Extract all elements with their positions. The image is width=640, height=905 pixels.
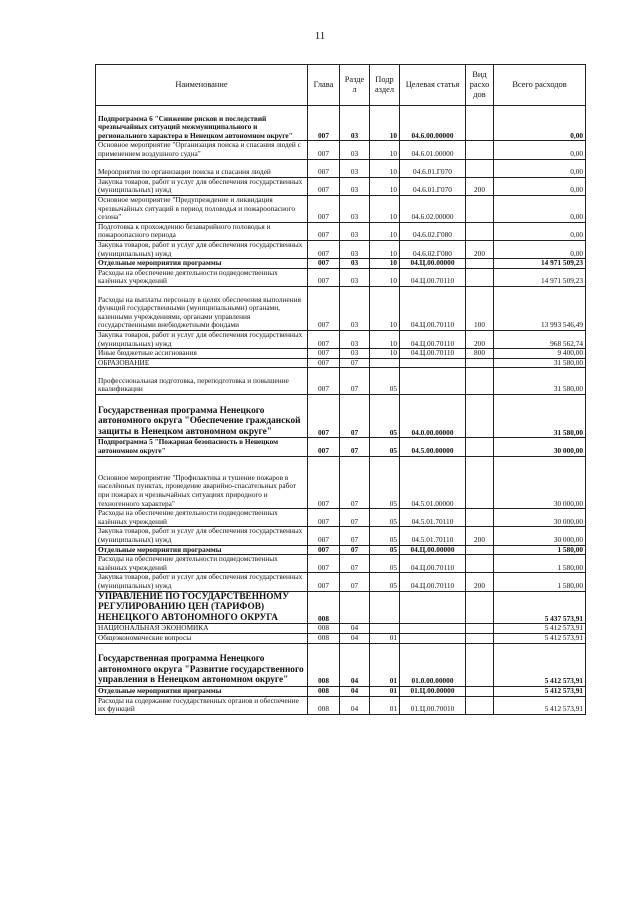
cell-name: Отдельные мероприятия программы [96,545,308,555]
cell-podrazdel: 10 [370,240,400,258]
table-row [96,159,586,177]
table-row [96,456,586,509]
cell-vid [466,624,494,634]
cell-vid [466,438,494,456]
cell-podrazdel: 05 [370,395,400,438]
cell-vid [466,195,494,222]
cell-razdel: 03 [340,268,370,286]
cell-total: 30 000,00 [494,438,586,456]
cell-vid [466,395,494,438]
cell-statya: 04.5.01.70110 [400,509,466,527]
cell-glava: 007 [308,159,340,177]
table-row [96,395,586,438]
cell-razdel: 07 [340,395,370,438]
cell-vid [466,456,494,509]
cell-name: Основное мероприятие "Организация поиска и спасания людей с применением воздушного судна" [96,141,308,159]
cell-total: 14 971 509,23 [494,259,586,269]
cell-podrazdel: 01 [370,643,400,686]
cell-vid [466,259,494,269]
cell-razdel: 04 [340,696,370,714]
cell-vid: 200 [466,573,494,591]
cell-razdel: 03 [340,159,370,177]
cell-razdel: 07 [340,545,370,555]
cell-glava: 008 [308,696,340,714]
cell-name: Отдельные мероприятия программы [96,259,308,269]
cell-name: Закупка товаров, работ и услуг для обеспечения государственных (муниципальных) нужд [96,177,308,195]
cell-razdel: 04 [340,633,370,643]
cell-glava: 007 [308,222,340,240]
cell-total: 0,00 [494,195,586,222]
cell-podrazdel [370,591,400,624]
cell-statya: 04.6.02.Г080 [400,240,466,258]
cell-statya: 01.Ц.00.70010 [400,696,466,714]
cell-glava: 007 [308,195,340,222]
cell-name: Расходы на обеспечение деятельности подведомственных казённых учреждений [96,268,308,286]
cell-glava: 008 [308,591,340,624]
cell-glava: 007 [308,259,340,269]
cell-razdel: 07 [340,456,370,509]
page-number: 11 [314,30,326,42]
table-row [96,259,586,269]
cell-vid: 200 [466,330,494,348]
cell-statya: 04.Ц.00.70110 [400,330,466,348]
cell-vid [466,368,494,395]
cell-podrazdel: 05 [370,573,400,591]
table-row [96,240,586,258]
cell-podrazdel: 10 [370,349,400,359]
cell-total: 0,00 [494,177,586,195]
cell-podrazdel: 10 [370,259,400,269]
cell-podrazdel: 05 [370,555,400,573]
table-row [96,545,586,555]
table-row [96,195,586,222]
col-header-glava: Глава [308,65,340,106]
cell-total: 1 580,00 [494,573,586,591]
cell-statya: 04.Ц.00.70110 [400,268,466,286]
cell-total: 31 580,00 [494,368,586,395]
cell-razdel: 03 [340,259,370,269]
cell-statya: 01.0.00.00000 [400,643,466,686]
cell-glava: 007 [308,509,340,527]
cell-total: 0,00 [494,222,586,240]
cell-podrazdel: 10 [370,159,400,177]
cell-name: Расходы на обеспечение деятельности подведомственных казённых учреждений [96,555,308,573]
cell-razdel: 03 [340,240,370,258]
table-row [96,106,586,141]
cell-name: Общеэкономические вопросы [96,633,308,643]
cell-vid [466,686,494,696]
cell-vid [466,141,494,159]
cell-statya: 04.6.01.00000 [400,141,466,159]
cell-total: 1 580,00 [494,555,586,573]
header-row [96,65,586,106]
table-row [96,358,586,368]
cell-razdel: 03 [340,330,370,348]
cell-vid [466,358,494,368]
cell-total: 5 437 573,91 [494,591,586,624]
cell-razdel: 04 [340,643,370,686]
cell-podrazdel: 10 [370,177,400,195]
cell-razdel [340,591,370,624]
cell-name: Подпрограмма 5 "Пожарная безопасность в Ненецком автономном округе" [96,438,308,456]
cell-statya: 04.5.00.00000 [400,438,466,456]
cell-razdel: 07 [340,358,370,368]
table-row [96,633,586,643]
cell-vid [466,545,494,555]
cell-vid: 200 [466,527,494,545]
cell-vid: 800 [466,349,494,359]
cell-razdel: 04 [340,624,370,634]
table-row [96,222,586,240]
table-row [96,368,586,395]
cell-total: 30 000,00 [494,509,586,527]
table-row [96,438,586,456]
cell-glava: 007 [308,545,340,555]
cell-podrazdel: 05 [370,545,400,555]
cell-podrazdel: 01 [370,686,400,696]
cell-glava: 007 [308,573,340,591]
cell-statya: 04.Ц.00.70110 [400,286,466,330]
table-row [96,643,586,686]
cell-glava: 007 [308,330,340,348]
cell-statya: 04.6.02.00000 [400,195,466,222]
cell-total: 5 412 573,91 [494,643,586,686]
budget-table [95,64,586,715]
cell-name: Отдельные мероприятия программы [96,686,308,696]
cell-total: 5 412 573,91 [494,686,586,696]
col-header-vid: Вид расхо дов [466,65,494,106]
cell-total: 9 400,00 [494,349,586,359]
cell-statya [400,368,466,395]
cell-glava: 007 [308,349,340,359]
cell-razdel: 03 [340,141,370,159]
cell-podrazdel [370,624,400,634]
cell-statya: 04.6.00.00000 [400,106,466,141]
cell-vid: 200 [466,177,494,195]
cell-podrazdel: 05 [370,368,400,395]
cell-name: Расходы на обеспечение деятельности подведомственных казённых учреждений [96,509,308,527]
cell-total: 5 412 573,91 [494,633,586,643]
cell-razdel: 03 [340,286,370,330]
cell-name: Расходы на содержание государственных органов и обеспечение их функций [96,696,308,714]
table-row [96,177,586,195]
cell-podrazdel: 10 [370,195,400,222]
cell-razdel: 03 [340,177,370,195]
cell-glava: 007 [308,438,340,456]
cell-podrazdel: 05 [370,509,400,527]
cell-podrazdel: 10 [370,141,400,159]
cell-name: Иные бюджетные ассигнования [96,349,308,359]
cell-name: НАЦИОНАЛЬНАЯ ЭКОНОМИКА [96,624,308,634]
cell-vid [466,509,494,527]
cell-total: 30 000,00 [494,456,586,509]
cell-total: 31 580,00 [494,358,586,368]
cell-name: Основное мероприятие "Предупреждение и ликвидация чрезвычайных ситуаций в период половодья и пожароопасного сезона" [96,195,308,222]
cell-name: Закупка товаров, работ и услуг для обеспечения государственных (муниципальных) нужд [96,573,308,591]
cell-glava: 008 [308,686,340,696]
cell-vid [466,633,494,643]
cell-razdel: 07 [340,368,370,395]
cell-vid [466,106,494,141]
col-header-total: Всего расходов [494,65,586,106]
cell-total: 30 000,00 [494,527,586,545]
cell-statya: 04.5.01.00000 [400,456,466,509]
cell-statya: 04.0.00.00000 [400,395,466,438]
cell-razdel: 07 [340,527,370,545]
table-row [96,555,586,573]
table-row [96,509,586,527]
cell-vid [466,591,494,624]
cell-razdel: 03 [340,106,370,141]
cell-statya [400,591,466,624]
table-row [96,286,586,330]
table-row [96,591,586,624]
cell-statya: 04.6.02.Г080 [400,222,466,240]
cell-podrazdel: 10 [370,268,400,286]
cell-name: Подпрограмма 6 "Снижение рисков и последствий чрезвычайных ситуаций межмуниципального и регионального характера в Ненецком автономном округе" [96,106,308,141]
cell-statya: 04.6.01.Г070 [400,159,466,177]
cell-name: ОБРАЗОВАНИЕ [96,358,308,368]
cell-glava: 007 [308,555,340,573]
cell-statya: 04.Ц.00.00000 [400,545,466,555]
cell-total: 13 993 546,49 [494,286,586,330]
cell-name: Закупка товаров, работ и услуг для обеспечения государственных (муниципальных) нужд [96,330,308,348]
cell-razdel: 07 [340,509,370,527]
cell-statya: 04.Ц.00.70110 [400,573,466,591]
cell-glava: 007 [308,141,340,159]
cell-name: УПРАВЛЕНИЕ ПО ГОСУДАРСТВЕННОМУ РЕГУЛИРОВАНИЮ ЦЕН (ТАРИФОВ) НЕНЕЦКОГО АВТОНОМНОГО ОКРУГА [96,591,308,624]
cell-glava: 007 [308,456,340,509]
cell-vid [466,159,494,177]
cell-vid [466,643,494,686]
cell-vid [466,555,494,573]
cell-glava: 008 [308,633,340,643]
cell-statya: 01.Ц.00.00000 [400,686,466,696]
table-row [96,686,586,696]
table-row [96,349,586,359]
cell-statya: 04.Ц.00.70110 [400,349,466,359]
cell-name: Закупка товаров, работ и услуг для обеспечения государственных (муниципальных) нужд [96,527,308,545]
cell-name: Профессиональная подготовка, переподготовка и повышение квалификации [96,368,308,395]
cell-vid: 100 [466,286,494,330]
cell-statya: 04.Ц.00.00000 [400,259,466,269]
cell-vid [466,696,494,714]
cell-name: Подготовка к прохождению безаварийного половодья и пожароопасного периода [96,222,308,240]
cell-total: 0,00 [494,106,586,141]
cell-podrazdel: 10 [370,286,400,330]
cell-total: 0,00 [494,240,586,258]
col-header-name: Наименование [96,65,308,106]
cell-statya: 04.5.01.70110 [400,527,466,545]
cell-vid [466,268,494,286]
cell-glava: 007 [308,177,340,195]
cell-glava: 007 [308,286,340,330]
table-row [96,624,586,634]
cell-razdel: 03 [340,349,370,359]
cell-razdel: 03 [340,222,370,240]
cell-razdel: 07 [340,555,370,573]
cell-glava: 007 [308,395,340,438]
cell-total: 0,00 [494,159,586,177]
col-header-podrazdel: Подр аздел [370,65,400,106]
cell-razdel: 07 [340,573,370,591]
cell-total: 14 971 509,23 [494,268,586,286]
cell-name: Государственная программа Ненецкого автономного округа "Развитие государственного управления в Ненецком автономном округе" [96,643,308,686]
cell-total: 1 580,00 [494,545,586,555]
cell-podrazdel: 01 [370,633,400,643]
cell-statya: 04.6.01.Г070 [400,177,466,195]
cell-glava: 007 [308,106,340,141]
cell-glava: 008 [308,643,340,686]
table-row [96,527,586,545]
table-row [96,141,586,159]
cell-podrazdel: 05 [370,438,400,456]
cell-name: Закупка товаров, работ и услуг для обеспечения государственных (муниципальных) нужд [96,240,308,258]
cell-total: 968 562,74 [494,330,586,348]
cell-vid [466,222,494,240]
col-header-statya: Целевая статья [400,65,466,106]
table-row [96,573,586,591]
cell-total: 0,00 [494,141,586,159]
cell-glava: 007 [308,358,340,368]
cell-total: 31 580,00 [494,395,586,438]
cell-statya [400,358,466,368]
col-header-razdel: Разде л [340,65,370,106]
cell-name: Основное мероприятие "Профилактика и тушение пожаров в населённых пунктах, проведение аварийно-спасательных работ при пожарах и чрезвычайных ситуациях природного и техногенного характера" [96,456,308,509]
cell-glava: 007 [308,268,340,286]
cell-name: Расходы на выплаты персоналу в целях обеспечения выполнения функций государственными (муниципальными) органами, казенными учреждениями, органами управления государственными внебюджетными фондами [96,286,308,330]
cell-total: 5 412 573,91 [494,696,586,714]
cell-glava: 007 [308,368,340,395]
cell-statya: 04.Ц.00.70110 [400,555,466,573]
cell-podrazdel: 10 [370,106,400,141]
cell-podrazdel: 01 [370,696,400,714]
cell-name: Мероприятия по организации поиска и спасания людей [96,159,308,177]
cell-razdel: 03 [340,195,370,222]
cell-glava: 008 [308,624,340,634]
cell-statya [400,624,466,634]
cell-name: Государственная программа Ненецкого автономного округа "Обеспечение гражданской защиты в Ненецком автономном округе" [96,395,308,438]
cell-podrazdel: 10 [370,330,400,348]
cell-vid: 200 [466,240,494,258]
cell-statya [400,633,466,643]
cell-podrazdel: 05 [370,527,400,545]
cell-podrazdel: 05 [370,456,400,509]
cell-total: 5 412 573,91 [494,624,586,634]
table-row [96,696,586,714]
cell-glava: 007 [308,527,340,545]
cell-podrazdel: 10 [370,222,400,240]
cell-podrazdel [370,358,400,368]
cell-glava: 007 [308,240,340,258]
table-row [96,268,586,286]
table-row [96,330,586,348]
cell-razdel: 07 [340,438,370,456]
cell-razdel: 04 [340,686,370,696]
